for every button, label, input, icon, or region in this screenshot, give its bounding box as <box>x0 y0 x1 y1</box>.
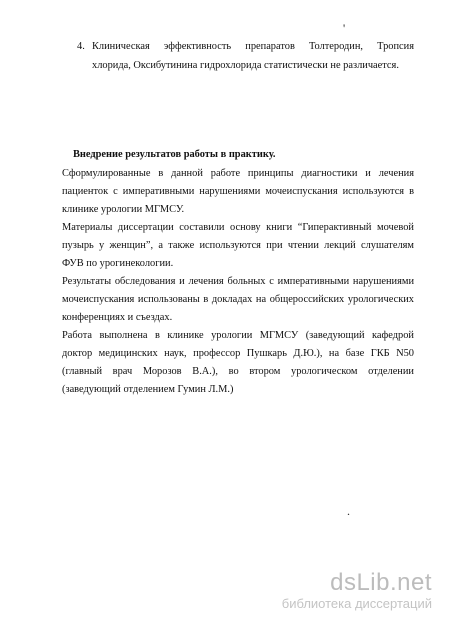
watermark-subtitle: библиотека диссертаций <box>281 596 432 611</box>
paragraph-line: пузырь у женщин”, а также используются при чтении лекций слушателям <box>62 240 414 251</box>
paragraph-line: (главный врач Морозов В.А.), во втором урологическом отделении <box>62 366 414 377</box>
paragraph-line: ФУВ по урогинекологии. <box>62 258 174 269</box>
section-heading: Внедрение результатов работы в практику. <box>73 149 276 160</box>
list-item-line: Клиническая эффективность препаратов Толтеродин, Тропсия <box>92 41 414 52</box>
watermark <box>236 570 436 614</box>
paragraph-line: Работа выполнена в клинике урологии МГМСУ (заведующий кафедрой <box>62 330 414 341</box>
list-item-line: хлорида, Оксибутинина гидрохлорида статистически не различается. <box>92 60 399 71</box>
list-item-number: 4. <box>77 41 85 52</box>
watermark-logo: dsLib.net <box>330 569 432 596</box>
paragraph-line: доктор медицинских наук, профессор Пушкарь Д.Ю.), на базе ГКБ N50 <box>62 348 414 359</box>
paragraph-line: конференциях и съездах. <box>62 312 173 323</box>
paragraph-line: пациенток с императивными нарушениями мочеиспускания используются в <box>62 186 414 197</box>
paragraph-line: мочеиспускания использованы в докладах на общероссийских урологических <box>62 294 414 305</box>
top-mark: ' <box>343 21 346 35</box>
paragraph-line: Сформулированные в данной работе принципы диагностики и лечения <box>62 168 414 179</box>
bottom-mark: . <box>347 504 350 518</box>
paragraph-line: Материалы диссертации составили основу книги “Гиперактивный мочевой <box>62 222 414 233</box>
paragraph-line: (заведующий отделением Гумин Л.М.) <box>62 384 234 395</box>
paragraph-line: клинике урологии МГМСУ. <box>62 204 185 215</box>
paragraph-line: Результаты обследования и лечения больных с императивными нарушениями <box>62 276 414 287</box>
